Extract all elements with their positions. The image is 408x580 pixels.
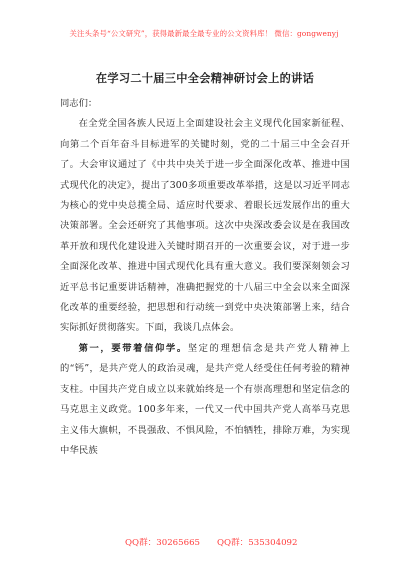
footer-contact bbox=[0, 536, 408, 550]
qq-group-1: QQ群：30265665 bbox=[125, 538, 201, 548]
paragraph-intro: 在全党全国各族人民迈上全面建设社会主义现代化国家新征程、向第二个百年奋斗目标进军的关键时刻，党的二十届三中全会召开了。大会审议通过了《中共中央关于进一步全面深化改革、推进中国式现代化的决定》，提出了300多项重要改革举措，这是以习近平同志为核心的党中央总揽全局、适应时代要求、着眼长远发展作出的重大决策部署。全会还研究了其他事项。这次中央深改委会议是在我国改革开放和现代化建设进入关键时期召开的一次重要会议，对于进一步全面深化改革、推进中国式现代化具有重大意义。我们要深刻领会习近平总书记重要讲话精神，准确把握党的十八届三中全会以来全面深化改革的重要经验，把思想和行动统一到党中央决策部署上来，结合实际抓好贯彻落实。下面，我谈几点体会。 bbox=[60, 118, 350, 334]
qq-group-2: QQ群：535304092 bbox=[217, 538, 298, 548]
promo-banner: 关注头条号“公文研究”，获得最新最全最专业的公文资料库！ 微信：gongwenyj bbox=[69, 29, 339, 38]
salutation: 同志们： bbox=[60, 98, 98, 109]
paragraph-lead-heading: 第一，要带着信仰学。 bbox=[78, 342, 188, 354]
document-page bbox=[60, 62, 350, 461]
document-title: 在学习二十届三中全会精神研讨会上的讲话 bbox=[95, 71, 315, 85]
paragraph-body: 坚定的理想信念是共产党人精神上的“钙”，是共产党人的政治灵魂，是共产党人经受住任何考验的精神支柱。中国共产党自成立以来就始终是一个有崇高理想和坚定信念的马克思主义政党。100多年来，一代又一代中国共产党人高举马克思主义伟大旗帜，不畏强敌、不惧风险，不怕牺牲，排除万难，为实现中华民族 bbox=[60, 342, 350, 456]
paragraph-first-point bbox=[60, 339, 350, 461]
